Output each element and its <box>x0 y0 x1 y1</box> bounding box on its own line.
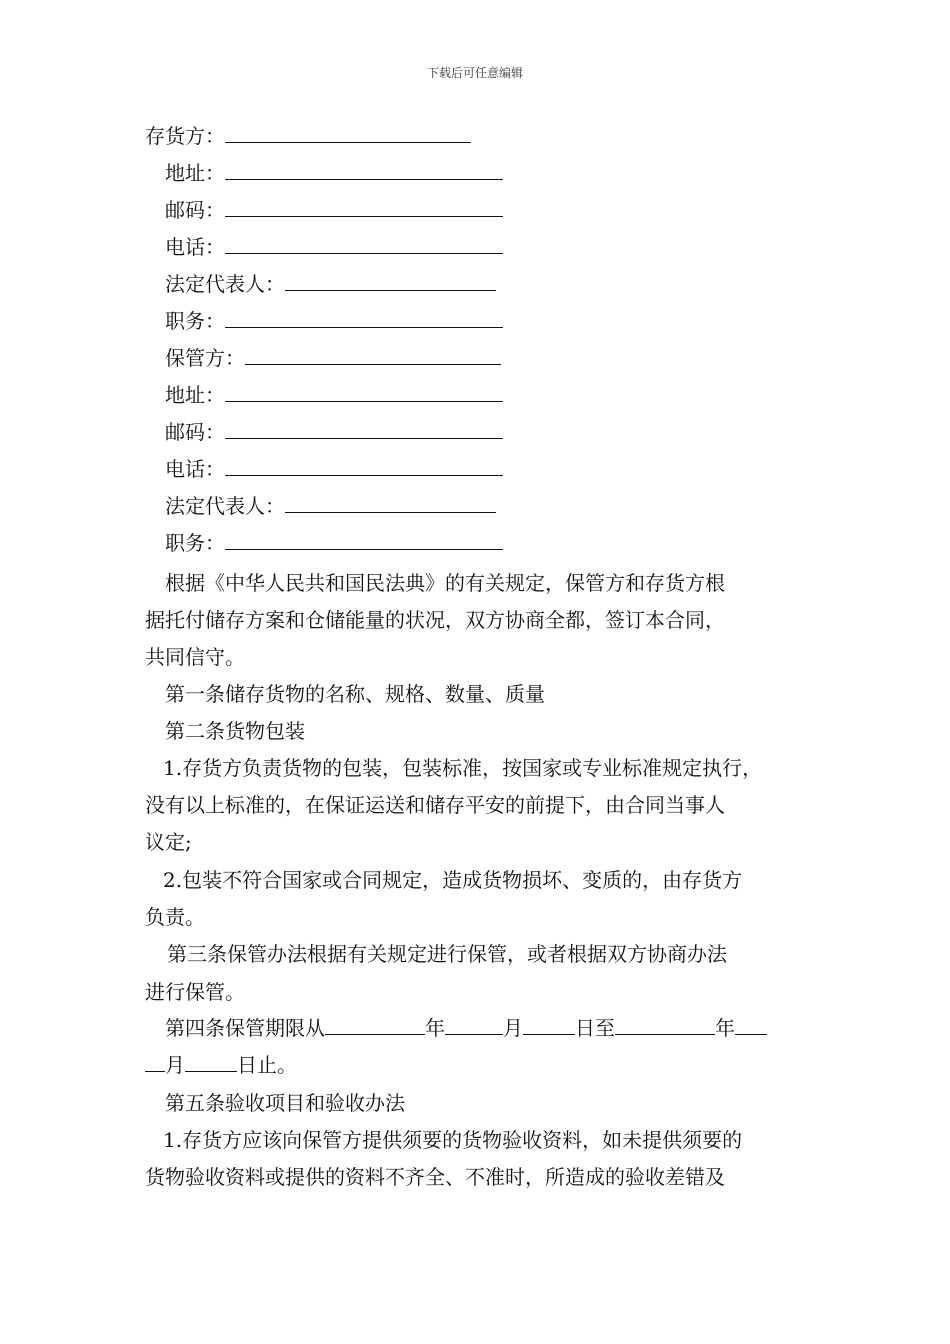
month-label: 月 <box>503 1016 523 1040</box>
address-label: 地址： <box>165 383 225 407</box>
depositor-blank <box>225 124 471 143</box>
article-2-clause-1-line: 没有以上标准的，在保证运送和储存平安的前提下，由合同当事人 <box>145 793 725 817</box>
address-field <box>165 383 835 407</box>
year-label: 年 <box>715 1016 735 1040</box>
custodian-label: 保管方： <box>165 346 245 370</box>
day-blank <box>523 1016 575 1035</box>
article-4-line <box>145 1053 815 1077</box>
article-5-heading: 第五条验收项目和验收办法 <box>165 1091 405 1115</box>
depositor-label: 存货方： <box>145 124 225 148</box>
month-blank <box>735 1016 767 1035</box>
intro-paragraph-line: 据托付储存方案和仓储能量的状况，双方协商全都，签订本合同， <box>145 608 725 632</box>
article-5-clause-1-line: 1.存货方应该向保管方提供须要的货物验收资料，如未提供须要的 <box>163 1128 743 1152</box>
postcode-field <box>165 420 835 444</box>
article-2-clause-2-line: 2.包装不符合国家或合同规定，造成货物损坏、变质的，由存货方 <box>163 868 743 892</box>
postcode-blank <box>225 420 503 439</box>
day-blank <box>185 1053 237 1072</box>
article-2-clause-1-line: 1.存货方负责货物的包装，包装标准，按国家或专业标准规定执行， <box>163 756 763 780</box>
article-4-line <box>165 1016 835 1040</box>
address-blank <box>225 161 503 180</box>
intro-paragraph-line: 共同信守。 <box>145 645 245 669</box>
position-field <box>165 531 835 555</box>
legal-rep-label: 法定代表人： <box>165 494 285 518</box>
custodian-blank <box>245 346 501 365</box>
legal-rep-blank <box>285 272 496 291</box>
month-label: 月 <box>165 1053 185 1077</box>
postcode-blank <box>225 198 503 217</box>
address-field <box>165 161 835 185</box>
day-to-label: 日至 <box>575 1016 615 1040</box>
article-2-heading: 第二条货物包装 <box>165 719 305 743</box>
depositor-field <box>145 124 815 148</box>
article-4-text: 第四条保管期限从 <box>165 1016 325 1040</box>
position-label: 职务： <box>165 531 225 555</box>
header-note: 下载后可任意编辑 <box>426 66 523 80</box>
month-blank <box>145 1053 165 1072</box>
custodian-field <box>165 346 835 370</box>
phone-label: 电话： <box>165 235 225 259</box>
article-5-clause-1-line: 货物验收资料或提供的资料不齐全、不准时，所造成的验收差错及 <box>145 1165 725 1189</box>
position-blank <box>225 309 503 328</box>
legal-rep-label: 法定代表人： <box>165 272 285 296</box>
address-blank <box>225 383 503 402</box>
phone-field <box>165 457 835 481</box>
article-2-clause-1-line: 议定; <box>145 830 192 854</box>
article-3-line: 进行保管。 <box>145 980 245 1004</box>
legal-rep-field <box>165 272 835 296</box>
phone-field <box>165 235 835 259</box>
legal-rep-blank <box>285 494 496 513</box>
year-blank <box>615 1016 715 1035</box>
year-blank <box>325 1016 425 1035</box>
phone-blank <box>225 457 503 476</box>
postcode-label: 邮码： <box>165 198 225 222</box>
phone-label: 电话： <box>165 457 225 481</box>
end-label: 日止。 <box>237 1053 297 1077</box>
phone-blank <box>225 235 503 254</box>
legal-rep-field <box>165 494 835 518</box>
postcode-field <box>165 198 835 222</box>
address-label: 地址： <box>165 161 225 185</box>
intro-paragraph-line: 根据《中华人民共和国民法典》的有关规定，保管方和存货方根 <box>165 571 725 595</box>
year-label: 年 <box>425 1016 445 1040</box>
position-blank <box>225 531 503 550</box>
article-2-clause-2-line: 负责。 <box>145 905 205 929</box>
position-field <box>165 309 835 333</box>
article-1-heading: 第一条储存货物的名称、规格、数量、质量 <box>165 682 545 706</box>
position-label: 职务： <box>165 309 225 333</box>
postcode-label: 邮码： <box>165 420 225 444</box>
article-3-line: 第三条保管办法根据有关规定进行保管，或者根据双方协商办法 <box>167 942 727 966</box>
month-blank <box>445 1016 503 1035</box>
